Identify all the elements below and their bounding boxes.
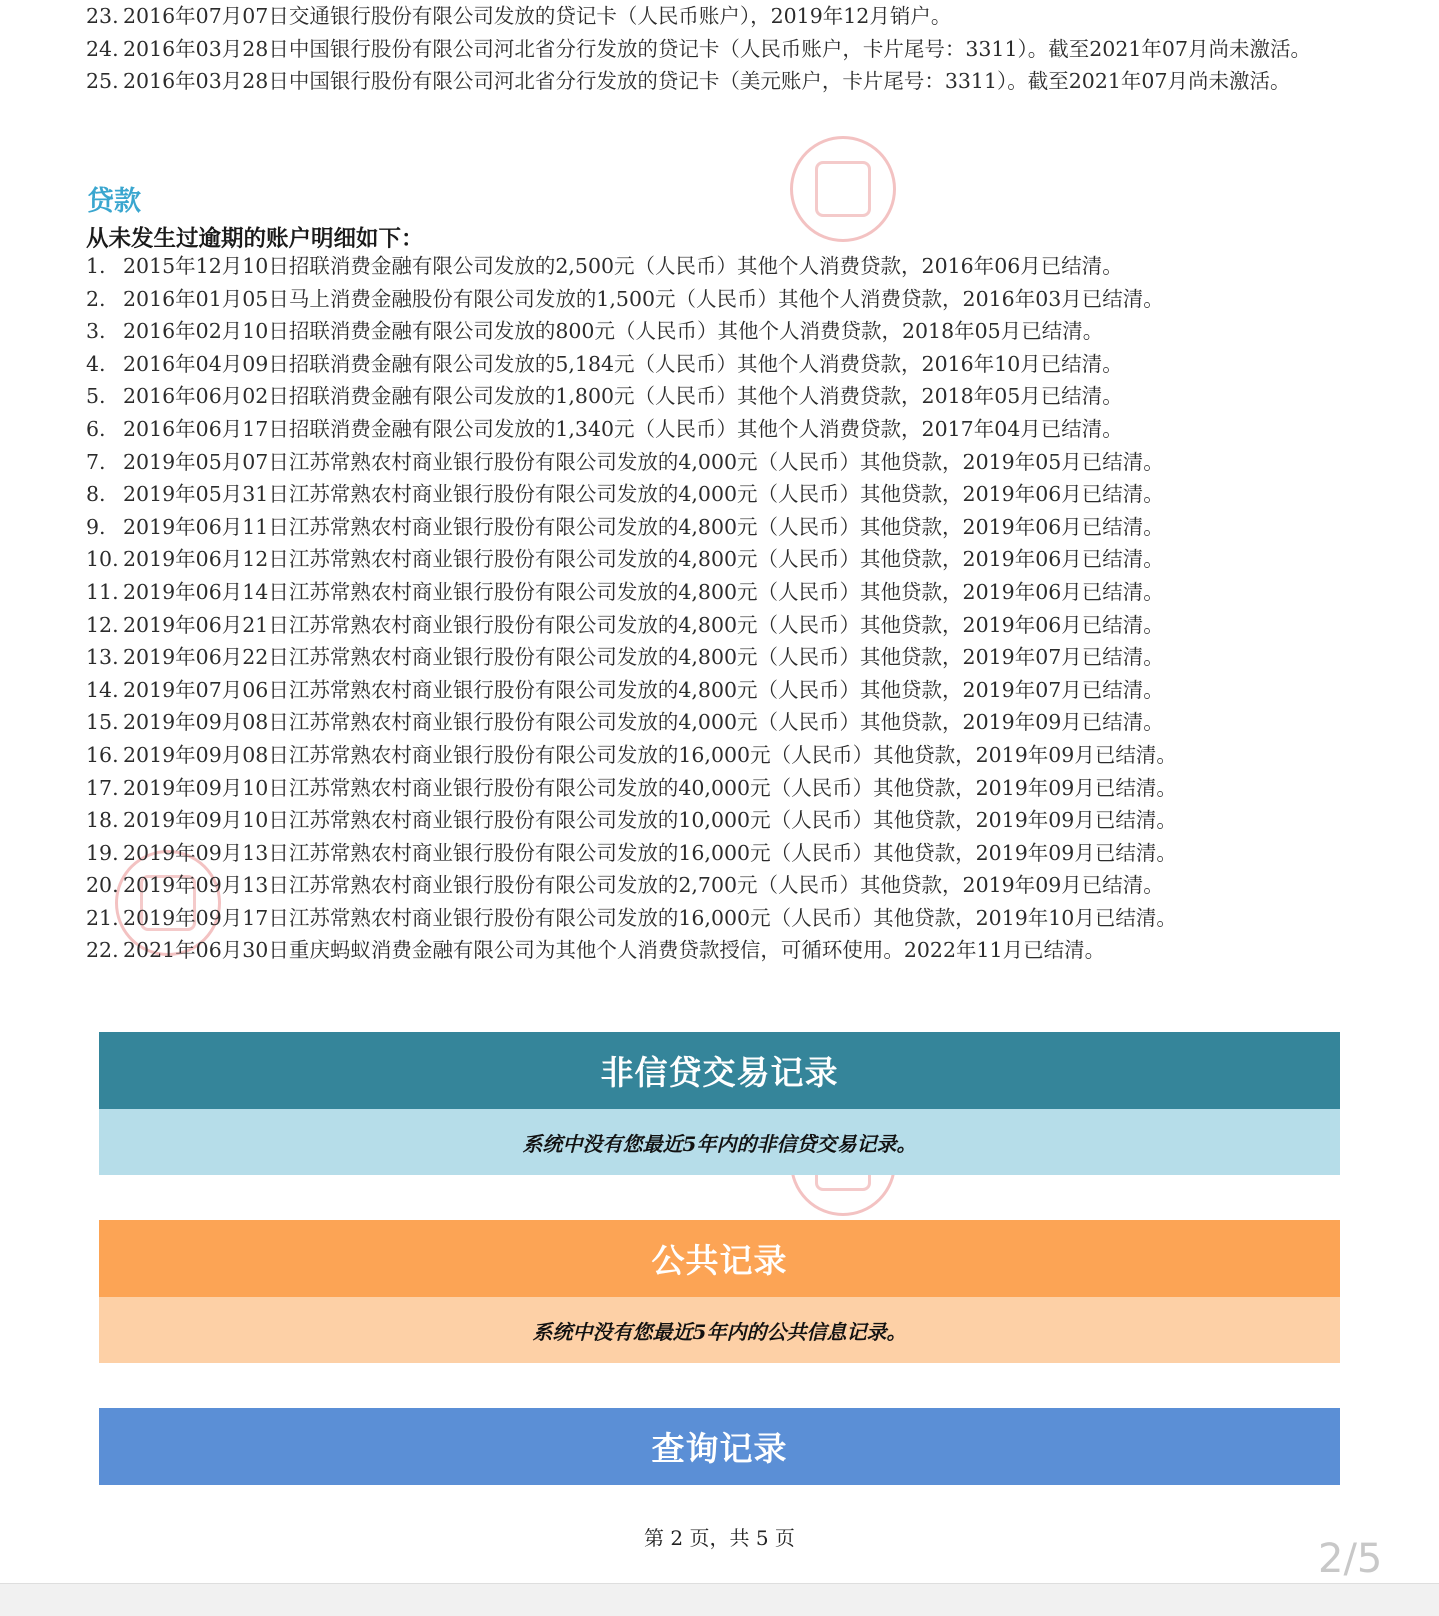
non-credit-title: 非信贷交易记录 bbox=[99, 1032, 1340, 1109]
list-item bbox=[86, 478, 1376, 511]
list-item-number: 25. bbox=[86, 69, 119, 94]
list-item-text: 2019年06月11日江苏常熟农村商业银行股份有限公司发放的4,800元（人民币）其他贷款，2019年06月已结清。 bbox=[123, 514, 1164, 539]
list-item-text: 2019年06月12日江苏常熟农村商业银行股份有限公司发放的4,800元（人民币）其他贷款，2019年06月已结清。 bbox=[123, 547, 1164, 572]
list-item-text: 2019年05月31日江苏常熟农村商业银行股份有限公司发放的4,000元（人民币）其他贷款，2019年06月已结清。 bbox=[123, 482, 1164, 507]
list-item-text: 2015年12月10日招联消费金融有限公司发放的2,500元（人民币）其他个人消费贷款，2016年06月已结清。 bbox=[123, 254, 1123, 278]
list-item-text: 2019年09月08日江苏常熟农村商业银行股份有限公司发放的4,000元（人民币）其他贷款，2019年09月已结清。 bbox=[123, 710, 1164, 735]
list-item bbox=[86, 739, 1376, 772]
list-item bbox=[86, 641, 1376, 674]
list-item-number: 15. bbox=[86, 710, 119, 735]
list-item-text: 2016年04月09日招联消费金融有限公司发放的5,184元（人民币）其他个人消费贷款，2016年10月已结清。 bbox=[123, 351, 1123, 376]
list-item bbox=[86, 674, 1376, 707]
list-item-number: 16. bbox=[86, 742, 119, 767]
loans-title: 贷款 bbox=[87, 186, 141, 217]
list-item bbox=[86, 283, 1376, 316]
list-item-text: 2016年02月10日招联消费金融有限公司发放的800元（人民币）其他个人消费贷款，2018年05月已结清。 bbox=[123, 319, 1104, 344]
list-item-number: 23. bbox=[86, 4, 119, 28]
list-item bbox=[86, 543, 1376, 576]
public-records-title: 公共记录 bbox=[99, 1220, 1340, 1297]
list-item-number: 2. bbox=[86, 286, 106, 311]
list-item-text: 2019年09月10日江苏常熟农村商业银行股份有限公司发放的10,000元（人民币）其他贷款，2019年09月已结清。 bbox=[123, 808, 1177, 833]
query-records-title: 查询记录 bbox=[99, 1408, 1340, 1485]
list-item-text: 2019年06月14日江苏常熟农村商业银行股份有限公司发放的4,800元（人民币）其他贷款，2019年06月已结清。 bbox=[123, 579, 1164, 604]
list-item-text: 2019年09月08日江苏常熟农村商业银行股份有限公司发放的16,000元（人民币）其他贷款，2019年09月已结清。 bbox=[123, 742, 1177, 767]
list-item bbox=[86, 706, 1376, 739]
list-item-text: 2016年03月28日中国银行股份有限公司河北省分行发放的贷记卡（美元账户，卡片尾号：3311）。截至2021年07月尚未激活。 bbox=[123, 69, 1291, 94]
list-item bbox=[86, 348, 1376, 381]
list-item-number: 22. bbox=[86, 938, 119, 963]
list-item bbox=[86, 380, 1376, 413]
list-item-text: 2019年06月21日江苏常熟农村商业银行股份有限公司发放的4,800元（人民币）其他贷款，2019年06月已结清。 bbox=[123, 612, 1164, 637]
list-item-text: 2019年05月07日江苏常熟农村商业银行股份有限公司发放的4,000元（人民币）其他贷款，2019年05月已结清。 bbox=[123, 449, 1164, 474]
list-item bbox=[86, 576, 1376, 609]
list-item-number: 14. bbox=[86, 677, 119, 702]
non-credit-message: 系统中没有您最近5年内的非信贷交易记录。 bbox=[99, 1109, 1340, 1175]
list-item-text: 2019年09月10日江苏常熟农村商业银行股份有限公司发放的40,000元（人民币）其他贷款，2019年09月已结清。 bbox=[123, 775, 1177, 800]
list-item-number: 4. bbox=[86, 351, 106, 376]
list-item bbox=[86, 413, 1376, 446]
list-item bbox=[86, 804, 1376, 837]
list-item-text: 2016年06月02日招联消费金融有限公司发放的1,800元（人民币）其他个人消费贷款，2018年05月已结清。 bbox=[123, 384, 1123, 409]
list-item bbox=[86, 511, 1376, 544]
list-item-number: 3. bbox=[86, 319, 106, 344]
list-item-number: 8. bbox=[86, 482, 106, 507]
loan-list bbox=[86, 250, 1376, 967]
list-item-number: 1. bbox=[86, 254, 106, 278]
list-item-number: 12. bbox=[86, 612, 119, 637]
list-item-text: 2016年01月05日马上消费金融股份有限公司发放的1,500元（人民币）其他个人消费贷款，2016年03月已结清。 bbox=[123, 286, 1164, 311]
list-item-number: 21. bbox=[86, 905, 119, 930]
list-item bbox=[86, 609, 1376, 642]
list-item-text: 2019年06月22日江苏常熟农村商业银行股份有限公司发放的4,800元（人民币）其他贷款，2019年07月已结清。 bbox=[123, 645, 1164, 670]
list-item-number: 9. bbox=[86, 514, 106, 539]
credit-card-list bbox=[86, 0, 1356, 98]
list-item bbox=[86, 446, 1376, 479]
list-item-number: 17. bbox=[86, 775, 119, 800]
list-item bbox=[86, 0, 1356, 33]
list-item bbox=[86, 65, 1356, 98]
list-item-text: 2016年07月07日交通银行股份有限公司发放的贷记卡（人民币账户），2019年12月销户。 bbox=[123, 4, 952, 28]
list-item bbox=[86, 250, 1376, 283]
list-item bbox=[86, 934, 1376, 967]
viewer-bottom-bar bbox=[0, 1583, 1439, 1616]
list-item-text: 2021年06月30日重庆蚂蚁消费金融有限公司为其他个人消费贷款授信，可循环使用。2022年11月已结清。 bbox=[123, 938, 1106, 963]
page-indicator: 2/5 bbox=[1318, 1536, 1383, 1582]
list-item-number: 7. bbox=[86, 449, 106, 474]
list-item-number: 6. bbox=[86, 416, 106, 441]
query-records-section bbox=[99, 1408, 1340, 1485]
list-item bbox=[86, 315, 1376, 348]
watermark-seal-icon bbox=[790, 136, 896, 242]
list-item-number: 13. bbox=[86, 645, 119, 670]
list-item-number: 5. bbox=[86, 384, 106, 409]
list-item bbox=[86, 869, 1376, 902]
list-item-number: 20. bbox=[86, 873, 119, 898]
list-item-number: 19. bbox=[86, 840, 119, 865]
list-item-number: 10. bbox=[86, 547, 119, 572]
list-item bbox=[86, 772, 1376, 805]
list-item-text: 2016年06月17日招联消费金融有限公司发放的1,340元（人民币）其他个人消费贷款，2017年04月已结清。 bbox=[123, 416, 1123, 441]
list-item-number: 18. bbox=[86, 808, 119, 833]
list-item-text: 2019年09月13日江苏常熟农村商业银行股份有限公司发放的16,000元（人民币）其他贷款，2019年09月已结清。 bbox=[123, 840, 1177, 865]
list-item-text: 2019年09月13日江苏常熟农村商业银行股份有限公司发放的2,700元（人民币）其他贷款，2019年09月已结清。 bbox=[123, 873, 1164, 898]
public-records-section bbox=[99, 1220, 1340, 1363]
list-item bbox=[86, 902, 1376, 935]
list-item bbox=[86, 837, 1376, 870]
list-item-text: 2016年03月28日中国银行股份有限公司河北省分行发放的贷记卡（人民币账户，卡片尾号：3311）。截至2021年07月尚未激活。 bbox=[123, 36, 1312, 61]
list-item-number: 11. bbox=[86, 579, 119, 604]
non-credit-section bbox=[99, 1032, 1340, 1175]
loans-subtitle: 从未发生过逾期的账户明细如下： bbox=[86, 226, 424, 252]
list-item-number: 24. bbox=[86, 36, 119, 61]
list-item bbox=[86, 33, 1356, 66]
list-item-text: 2019年07月06日江苏常熟农村商业银行股份有限公司发放的4,800元（人民币）其他贷款，2019年07月已结清。 bbox=[123, 677, 1164, 702]
public-records-message: 系统中没有您最近5年内的公共信息记录。 bbox=[99, 1297, 1340, 1363]
page-footer: 第 2 页，共 5 页 bbox=[644, 1526, 795, 1550]
list-item-text: 2019年09月17日江苏常熟农村商业银行股份有限公司发放的16,000元（人民币）其他贷款，2019年10月已结清。 bbox=[123, 905, 1177, 930]
